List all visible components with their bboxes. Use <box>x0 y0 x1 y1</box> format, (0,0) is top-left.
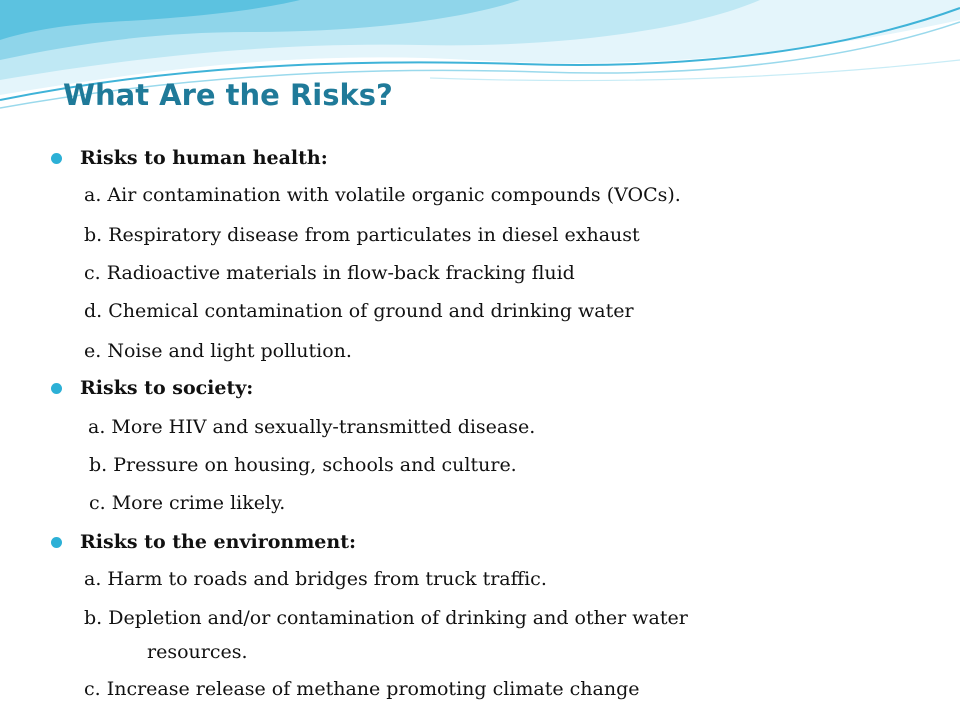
list-item: e. Noise and light pollution. <box>84 340 352 362</box>
section-heading: Risks to society: <box>80 377 254 399</box>
list-item-continuation: resources. <box>147 641 248 663</box>
list-item: a. Harm to roads and bridges from truck traffic. <box>84 568 547 590</box>
bullet-icon <box>51 537 62 548</box>
list-item: b. Depletion and/or contamination of drinking and other water <box>84 607 688 629</box>
bullet-icon <box>51 383 62 394</box>
list-item: c. More crime likely. <box>89 492 286 514</box>
list-item: c. Radioactive materials in flow-back fracking fluid <box>84 262 575 284</box>
list-item: b. Pressure on housing, schools and culture. <box>89 454 517 476</box>
section-heading: Risks to the environment: <box>80 531 356 553</box>
section-heading: Risks to human health: <box>80 147 328 169</box>
bullet-icon <box>51 153 62 164</box>
list-item: a. Air contamination with volatile organic compounds (VOCs). <box>84 184 681 206</box>
list-item: d. Chemical contamination of ground and drinking water <box>84 300 634 322</box>
list-item: c. Increase release of methane promoting climate change <box>84 678 640 700</box>
list-item: b. Respiratory disease from particulates in diesel exhaust <box>84 224 640 246</box>
slide-title: What Are the Risks? <box>63 78 393 112</box>
list-item: a. More HIV and sexually-transmitted disease. <box>88 416 536 438</box>
